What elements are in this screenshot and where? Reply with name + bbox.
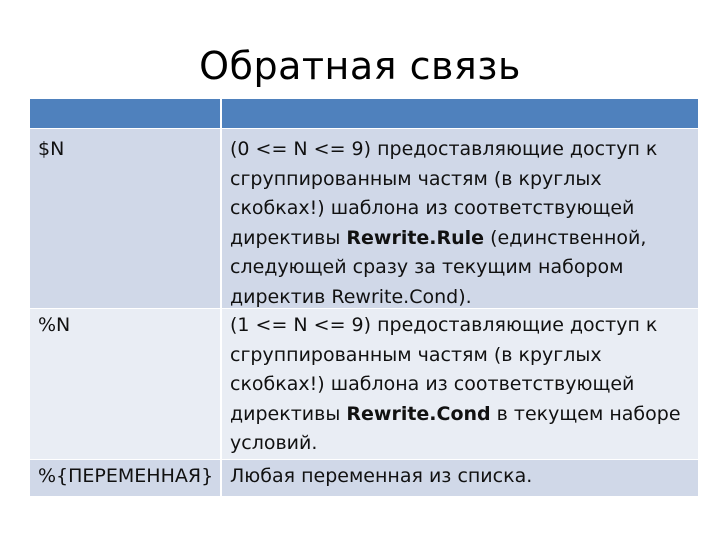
directive-name: Rewrite.Cond — [346, 402, 491, 425]
variable-name: %N — [30, 309, 222, 459]
table-row — [30, 460, 698, 497]
variable-description: Любая переменная из списка. — [230, 465, 533, 487]
header-cell-name — [30, 99, 222, 128]
variable-name: $N — [30, 129, 222, 308]
header-cell-description — [222, 99, 698, 128]
variables-table — [30, 99, 698, 497]
description-text: (0 <= N <= 9) предоставляющие доступ к сгруппированным частям (в круглых скобках!) шаблона из соответствующей директивы — [230, 138, 658, 249]
table-header-row — [30, 99, 698, 129]
slide-title: Обратная связь — [199, 44, 521, 88]
table-row — [30, 129, 698, 309]
variable-description — [222, 129, 698, 308]
table-row — [30, 309, 698, 460]
description-text: (единственной, следующей сразу за текущим набором директив Rewrite.Cond). — [230, 226, 647, 308]
variable-name: %{ПЕРЕМЕННАЯ} — [30, 460, 222, 496]
variable-description — [222, 309, 698, 459]
description-text: (1 <= N <= 9) предоставляющие доступ к сгруппированным частям (в круглых скобках!) шаблона из соответствующей директивы — [230, 314, 658, 425]
directive-name: Rewrite.Rule — [346, 226, 485, 249]
description-text: в текущем наборе условий. — [230, 402, 681, 454]
